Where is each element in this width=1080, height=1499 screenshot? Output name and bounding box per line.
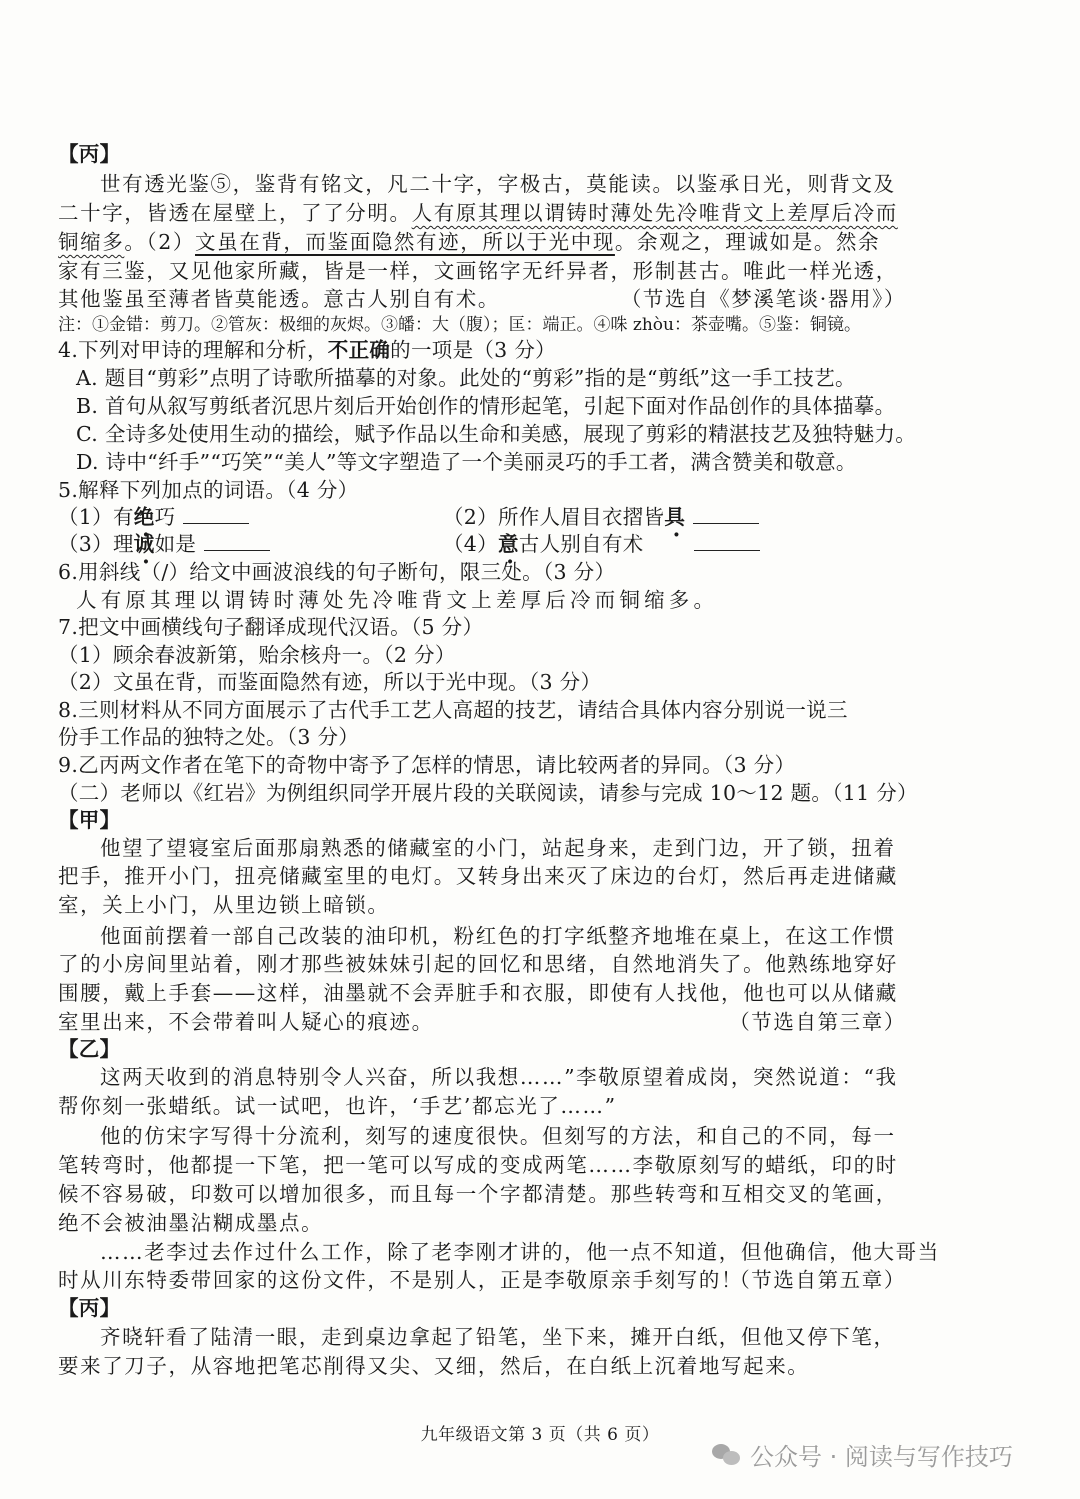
bing-paragraph-line [58, 228, 1018, 256]
jia-paragraph-line: 室，关上小门，从里边锁上暗锁。 [58, 893, 390, 917]
section-2-heading: （二）老师以《红岩》为例组织同学开展片段的关联阅读，请参与完成 10～12 题。（11 分） [58, 781, 918, 805]
plain-text: 。（2） [124, 230, 196, 254]
wechat-icon [712, 1442, 742, 1466]
section-label-yi: 【乙】 [58, 1037, 121, 1061]
option-c: C. 全诗多处使用生动的描绘，赋予作品以生命和美感，展现了剪彩的精湛技艺及独特魅力。 [76, 422, 917, 446]
plain-text: 的一项是（3 分） [390, 338, 556, 362]
q5-item-4 [443, 530, 760, 558]
q5-row-1 [58, 503, 1018, 531]
yi-paragraph-line [58, 1266, 1018, 1294]
yi-paragraph-line: 帮你刻一张蜡纸。试一试吧，也许，‘手艺’都忘光了……” [58, 1094, 617, 1118]
bing2-paragraph-line: 要来了刀子，从容地把笔芯削得又尖、又细，然后，在白纸上沉着地写起来。 [58, 1354, 810, 1378]
jia-paragraph-line: 他望了望寝室后面那扇熟悉的储藏室的小门，站起身来，走到门边，开了锁，扭着 [100, 836, 896, 860]
answer-blank[interactable] [204, 530, 270, 551]
section-label-bing-2: 【丙】 [58, 1296, 121, 1320]
plain-text: 时从川东特委带回家的这份文件，不是别人，正是李敬原亲手刻写的！ [58, 1268, 744, 1292]
question-8: 8.三则材料从不同方面展示了古代手工艺人高超的技艺，请结合具体内容分别说一说三 [58, 698, 848, 722]
question-5: 5.解释下列加点的词语。（4 分） [58, 478, 359, 502]
q6-sentence: 人有原其理以谓铸时薄处先冷唯背文上差厚后冷而铜缩多。 [76, 588, 719, 612]
underlined-sentence: 文虽在背，而鉴面隐然有迹，所以于光中现 [195, 230, 615, 254]
plain-text: （2）所作人眉目衣摺皆 [443, 505, 665, 529]
yi-paragraph-line: 笔转弯时，他都提一下笔，把一笔可以写成的变成两笔……李敬原刻写的蜡纸，印的时 [58, 1153, 898, 1177]
plain-text: 其他鉴虽至薄者皆莫能透。意古人别自有术。 [58, 287, 500, 311]
plain-text: （1）有 [58, 505, 134, 529]
jia-paragraph-line: 围腰，戴上手套——这样，油墨就不会弄脏手和衣服，即使有人找他，他也可以从储藏 [58, 981, 898, 1005]
jia-paragraph-line: 把手，推开小门，扭亮储藏室里的电灯。又转身出来灭了床边的台灯，然后再走进储藏 [58, 864, 898, 888]
answer-blank[interactable] [694, 530, 760, 551]
q7-item-1: （1）顾余春波新第，贻余核舟一。（2 分） [58, 643, 456, 667]
yi-paragraph-line: 这两天收到的消息特别令人兴奋，所以我想……”李敬原望着成岗，突然说道：“我 [100, 1065, 898, 1089]
plain-text: 古人别自有术 [518, 532, 644, 556]
question-9: 9.乙丙两文作者在笔下的奇物中寄予了怎样的情思，请比较两者的异同。（3 分） [58, 753, 796, 777]
annotation-notes: 注：①金错：剪刀。②管灰：极细的灰烬。③皤：大（腹）；匡：端正。④咮 zhòu：茶壶嘴。⑤鉴：铜镜。 [58, 315, 861, 335]
yi-paragraph-line: 候不容易破，印数可以增加很多，而且每一个字都清楚。那些转弯和互相交叉的笔画， [58, 1182, 898, 1206]
option-a: A. 题目“剪彩”点明了诗歌所描摹的对象。此处的“剪彩”指的是“剪纸”这一手工技艺。 [76, 366, 856, 390]
plain-text: （3）理 [58, 532, 134, 556]
question-6: 6.用斜线（/）给文中画波浪线的句子断句，限三处。（3 分） [58, 560, 616, 584]
plain-text: （4） [443, 532, 498, 556]
plain-text: 室里出来，不会带着叫人疑心的痕迹。 [58, 1010, 434, 1034]
page-footer: 九年级语文第 3 页（共 6 页） [420, 1425, 660, 1445]
dotted-word: 绝 [133, 505, 155, 529]
dotted-word: 具 [664, 505, 686, 529]
option-b: B. 首句从叙写剪纸者沉思片刻后开始创作的情形起笔，引起下面对作品创作的具体描摹。 [76, 394, 896, 418]
watermark [712, 1437, 1052, 1471]
yi-paragraph-line: 绝不会被油墨沾糊成墨点。 [58, 1211, 324, 1235]
source-citation: （节选自第三章） [729, 1010, 906, 1034]
plain-text: 如是 [154, 532, 197, 556]
bing-paragraph-line [58, 199, 1018, 227]
jia-paragraph-line [58, 1008, 1018, 1036]
answer-blank[interactable] [183, 503, 249, 524]
jia-paragraph-line: 他面前摆着一部自己改装的油印机，粉红色的打字纸整齐地堆在桌上，在这工作惯 [100, 924, 896, 948]
q7-item-2: （2）文虽在背，而鉴面隐然有迹，所以于光中现。（3 分） [58, 670, 602, 694]
wavy-underlined-sentence: 人有原其理以谓铸时薄处先冷唯背文上差厚后冷而 [411, 201, 898, 225]
watermark-text: 公众号 · 阅读与写作技巧 [750, 1442, 1013, 1471]
section-label-bing: 【丙】 [58, 142, 121, 166]
source-citation: （节选自第五章） [729, 1268, 906, 1292]
yi-paragraph-line: 他的仿宋字写得十分流利，刻写的速度很快。但刻写的方法，和自己的不同，每一 [100, 1124, 896, 1148]
plain-text: 二十字，皆透在屋壁上，了了分明。 [58, 201, 412, 225]
emphasis-text: 不正确 [327, 338, 391, 362]
dotted-word: 诚 [133, 532, 155, 556]
dotted-word: 意 [497, 532, 519, 556]
yi-paragraph-line: ……老李过去作过什么工作，除了老李刚才讲的，他一点不知道，但他确信，他大哥当 [100, 1240, 940, 1264]
question-8-cont: 份手工作品的独特之处。（3 分） [58, 725, 360, 749]
bing-paragraph-line: 世有透光鉴⑤，鉴背有铭文，凡二十字，字极古，莫能读。以鉴承日光，则背文及 [100, 172, 896, 196]
bing-paragraph-line: 家有三鉴，又见他家所藏，皆是一样，文画铭字无纤异者，形制甚古。唯此一样光透， [58, 259, 898, 283]
bing2-paragraph-line: 齐晓轩看了陆清一眼，走到桌边拿起了铅笔，坐下来，摊开白纸，但他又停下笔， [100, 1325, 896, 1349]
wavy-underlined-sentence: 铜缩多 [58, 230, 125, 254]
plain-text: 。余观之，理诚如是。然余 [614, 230, 881, 254]
option-d: D. 诗中“纤手”“巧笑”“美人”等文字塑造了一个美丽灵巧的手工者，满含赞美和敬意。 [76, 450, 857, 474]
answer-blank[interactable] [693, 503, 759, 524]
question-7: 7.把文中画横线句子翻译成现代汉语。（5 分） [58, 615, 484, 639]
question-4 [58, 336, 1018, 364]
q5-row-2 [58, 530, 1018, 558]
bing-paragraph-line [58, 285, 1018, 313]
jia-paragraph-line: 了的小房间里站着，刚才那些被妹妹引起的回忆和思绪，自然地消失了。他熟练地穿好 [58, 952, 898, 976]
section-label-jia: 【甲】 [58, 808, 121, 832]
plain-text: 4.下列对甲诗的理解和分析， [58, 338, 328, 362]
source-citation: （节选自《梦溪笔谈·器用》） [620, 287, 906, 311]
q5-item-2 [443, 503, 759, 531]
plain-text: 巧 [154, 505, 176, 529]
